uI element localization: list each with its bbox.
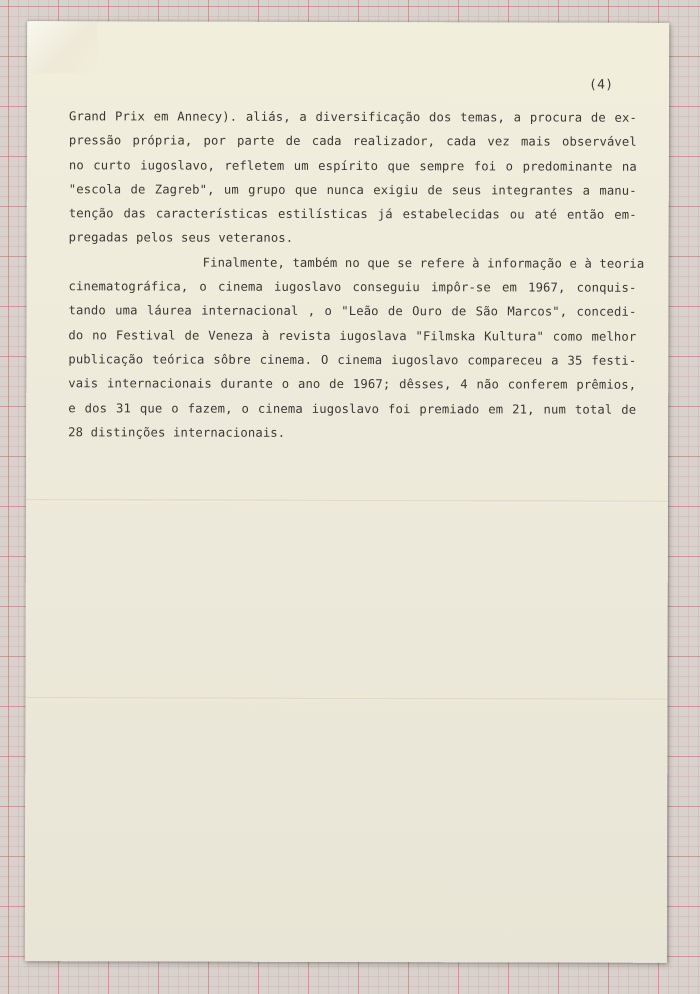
text-line: "escola de Zagreb", um grupo que nunca exigiu de seus integrantes a manu- — [68, 182, 637, 198]
paper-fold-line — [25, 697, 667, 701]
paragraph-1 — [69, 104, 637, 251]
text-line: e dos 31 que o fazem, o cinema iugoslavo foi premiado em 21, num total de — [68, 400, 637, 417]
text-line: do no Festival de Veneza à revista iugoslava "Filmska Kultura" como melhor — [68, 327, 637, 344]
text-line: cinematográfica, o cinema iugoslavo conseguiu impôr-se em 1967, conquis- — [68, 279, 637, 295]
typewritten-page — [25, 21, 669, 963]
text-line: tenção das características estilísticas já estabelecidas ou até então em- — [68, 206, 637, 222]
text-line: tando uma láurea internacional , o "Leão de Ouro de São Marcos", concedi- — [68, 303, 637, 320]
text-line: no curto iugoslavo, refletem um espírito que sempre foi o predominante na — [68, 157, 637, 174]
paper-fold-line — [26, 499, 668, 503]
text-line: publicação teórica sôbre cinema. O cinema iugoslavo compareceu a 35 festi- — [68, 352, 637, 368]
text-line: pressão própria, por parte de cada realizador, cada vez mais observável — [68, 133, 637, 150]
text-line: 28 distinções internacionais. — [68, 425, 286, 440]
text-line: Finalmente, também no que se refere à informação e à teoria — [202, 255, 645, 271]
text-line: pregadas pelos seus veteranos. — [68, 230, 294, 246]
body-text — [68, 104, 645, 446]
text-line: Grand Prix em Annecy). aliás, a diversificação dos temas, a procura de ex- — [68, 109, 637, 125]
page-number: (4) — [589, 77, 614, 93]
curled-corner — [27, 21, 97, 73]
text-line: vais internacionais durante o ano de 1967; dêsses, 4 não conferem prêmios, — [68, 376, 637, 393]
paragraph-2 — [68, 250, 645, 446]
